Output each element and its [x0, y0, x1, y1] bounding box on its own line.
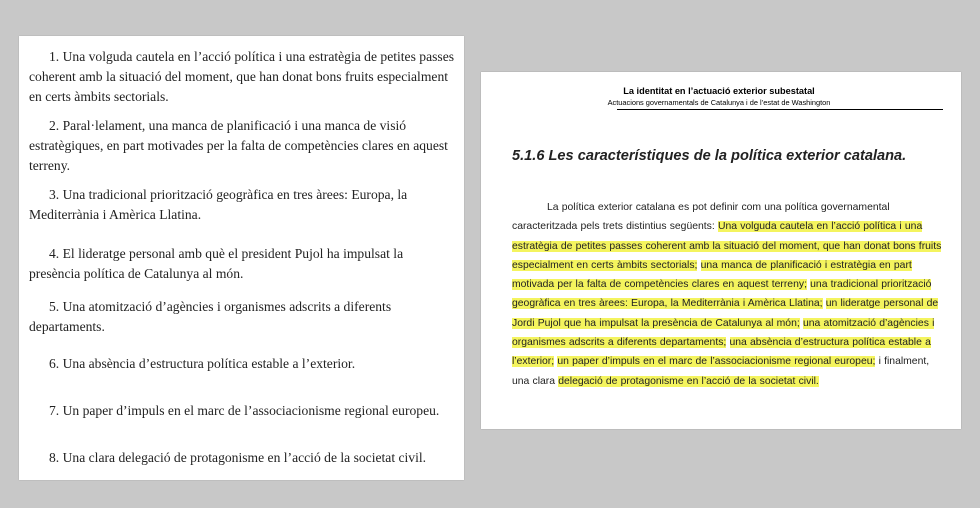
highlighted-segment: una tradicional priorització geogràfica en tres àrees: Europa, la Mediterrània i Amèrica Llatina;	[512, 279, 932, 310]
list-item-8: 8. Una clara delegació de protagonisme en l’acció de la societat civil.	[49, 450, 427, 465]
list-item-7: 7. Un paper d’impuls en el marc de l’associacionisme regional europeu.	[49, 403, 440, 418]
text-segment: i finalment, una clara	[512, 356, 930, 387]
body-paragraph	[512, 198, 944, 391]
highlighted-segment: una absència d’estructura política estable a l’exterior;	[512, 337, 931, 368]
highlighted-segment: Una volguda cautela en l’acció política i una estratègia de petites passes coherent amb la situació del moment, que han donat bons fruits especialment en certs àmbits sectorials;	[512, 221, 942, 271]
header-divider	[617, 109, 943, 110]
section-heading: 5.1.6 Les característiques de la política exterior catalana.	[512, 148, 907, 164]
highlighted-segment: un lideratge personal de Jordi Pujol que ha impulsat la presència de Catalunya al món;	[512, 298, 939, 329]
highlighted-segment: una atomització d’agències i organismes adscrits a diferents departaments;	[512, 317, 935, 349]
highlighted-segment: delegació de protagonisme en l’acció de la societat civil.	[558, 375, 819, 387]
list-item-5: 5. Una atomització d’agències i organismes adscrits a diferents departaments.	[29, 299, 392, 334]
highlighted-segment: una manca de planificació i estratègia en part motivada per la falta de competències clares en aquest terreny;	[512, 259, 912, 291]
intro-text: La política exterior catalana es pot definir com una política governamental caracteritzada pels trets distintius següents:	[512, 202, 890, 233]
left-document-page	[19, 36, 464, 480]
list-item-3: 3. Una tradicional priorització geogràfica en tres àrees: Europa, la Mediterrània i Amèrica Llatina.	[29, 187, 408, 222]
right-document-page	[481, 72, 961, 429]
highlighted-segment: un paper d’impuls en el marc de l’associacionisme regional europeu;	[557, 356, 876, 368]
list-item-4: 4. El lideratge personal amb què el president Pujol ha impulsat la presència política de Catalunya al món.	[29, 246, 404, 281]
list-item-1: 1. Una volguda cautela en l’acció política i una estratègia de petites passes coherent amb la situació del moment, que han donat bons fruits especialment en certs àmbits sectorials.	[29, 49, 455, 104]
header-title: La identitat en l’actuació exterior subestatal	[623, 86, 815, 96]
header-subtitle: Actuacions governamentals de Catalunya i de l’estat de Washington	[607, 98, 831, 107]
list-item-6: 6. Una absència d’estructura política estable a l’exterior.	[49, 356, 356, 371]
list-item-2: 2. Paral·lelament, una manca de planificació i una manca de visió estratègiques, en part motivades per la falta de competències clares en aquest terreny.	[29, 118, 448, 173]
